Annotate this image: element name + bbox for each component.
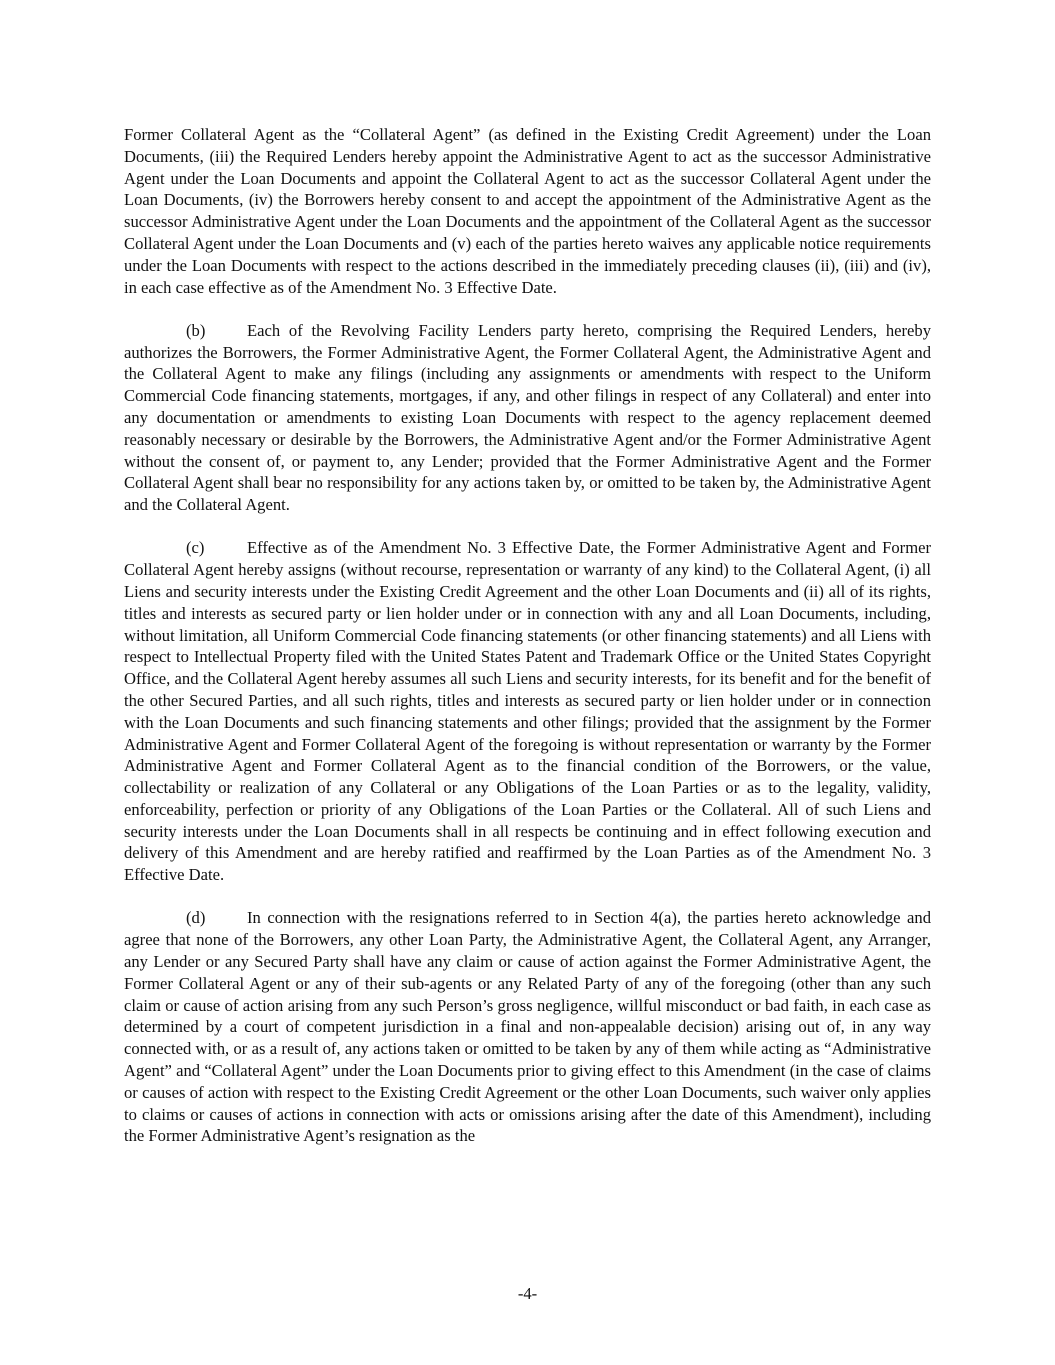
paragraph-label: (d)	[186, 908, 206, 928]
page-number: -4-	[517, 1284, 538, 1303]
paragraph-text: Former Collateral Agent as the “Collateral Agent” (as defined in the Existing Credit Agreement) under the Loan Documents, (iii) the Required Lenders hereby appoint the Administrative Agent to act as the successor Administrative Agent under the Loan Documents and appoint the Collateral Agent to act as the successor Collateral Agent under the Loan Documents, (iv) the Borrowers hereby consent to and accept the appointment of the Administrative Agent as the successor Administrative Agent under the Loan Documents and the appointment of the Collateral Agent as the successor Collateral Agent under the Loan Documents and (v) each of the parties hereto waives any applicable notice requirements under the Loan Documents with respect to the actions described in the immediately preceding clauses (ii), (iii) and (iv), in each case effective as of the Amendment No. 3 Effective Date.	[124, 125, 931, 297]
paragraph-c	[124, 537, 931, 886]
paragraph-label: (c)	[186, 538, 205, 558]
paragraph-text: Each of the Revolving Facility Lenders party hereto, comprising the Required Lenders, hereby authorizes the Borrowers, the Former Administrative Agent, the Former Collateral Agent, the Administrative Agent and the Collateral Agent to make any filings (including any assignments or amendments with respect to the Uniform Commercial Code financing statements, mortgages, if any, and other filings in respect of any Collateral) and enter into any documentation or amendments to existing Loan Documents with respect to the agency replacement deemed reasonably necessary or desirable by the Borrowers, the Administrative Agent and/or the Former Administrative Agent without the consent of, or payment to, any Lender; provided that the Former Administrative Agent and the Former Collateral Agent shall bear no responsibility for any actions taken by, or omitted to be taken by, the Administrative Agent and the Collateral Agent.	[124, 320, 931, 515]
paragraph-text: Effective as of the Amendment No. 3 Effective Date, the Former Administrative Agent and Former Collateral Agent hereby assigns (without recourse, representation or warranty of any kind) to the Collateral Agent, (i) all Liens and security interests under the Existing Credit Agreement and the other Loan Documents and (ii) all of its rights, titles and interests as secured party or lien holder under or in connection with any and all Loan Documents, including, without limitation, all Uniform Commercial Code financing statements (or other financing statements) and all Liens with respect to Intellectual Property filed with the United States Patent and Trademark Office or the United States Copyright Office, and the Collateral Agent hereby assumes all such Liens and security interests, for its benefit and for the benefit of the other Secured Parties, and all such rights, titles and interests as secured party or lien holder under or in connection with the Loan Documents and such financing statements and other filings; provided that the assignment by the Former Administrative Agent and Former Collateral Agent of the foregoing is without representation or warranty by the Former Administrative Agent and Former Collateral Agent as to the financial condition of the Borrowers, or the value, collectability or realization of any Collateral or any Obligations of the Loan Parties or as to the legality, validity, enforceability, perfection or priority of any Obligations of the Loan Parties or the Collateral. All of such Liens and security interests under the Loan Documents shall in all respects be continuing and in effect following execution and delivery of this Amendment and are hereby ratified and reaffirmed by the Loan Parties as of the Amendment No. 3 Effective Date.	[124, 538, 931, 885]
paragraph-d	[124, 907, 931, 1147]
paragraph-label: (b)	[186, 320, 206, 340]
document-body	[124, 124, 931, 1169]
paragraph-text: In connection with the resignations referred to in Section 4(a), the parties hereto acknowledge and agree that none of the Borrowers, any other Loan Party, the Administrative Agent, the Collateral Agent, any Arranger, any Lender or any Secured Party shall have any claim or cause of action against the Former Administrative Agent, the Former Collateral Agent or any of their sub-agents or any Related Party of any of the foregoing (other than any such claim or cause of action arising from any such Person’s gross negligence, willful misconduct or bad faith, in each case as determined by a court of competent jurisdiction in a final and non-appealable decision) arising out of, in any way connected with, or as a result of, any actions taken or omitted to be taken by any of them while acting as “Administrative Agent” and “Collateral Agent” under the Loan Documents prior to giving effect to this Amendment (in the case of claims or causes of action with respect to the Existing Credit Agreement or the other Loan Documents, such waiver only applies to claims or causes of actions in connection with acts or omissions arising after the date of this Amendment), including the Former Administrative Agent’s resignation as the	[124, 908, 931, 1146]
paragraph-b	[124, 320, 931, 516]
paragraph-continuation	[124, 124, 931, 298]
